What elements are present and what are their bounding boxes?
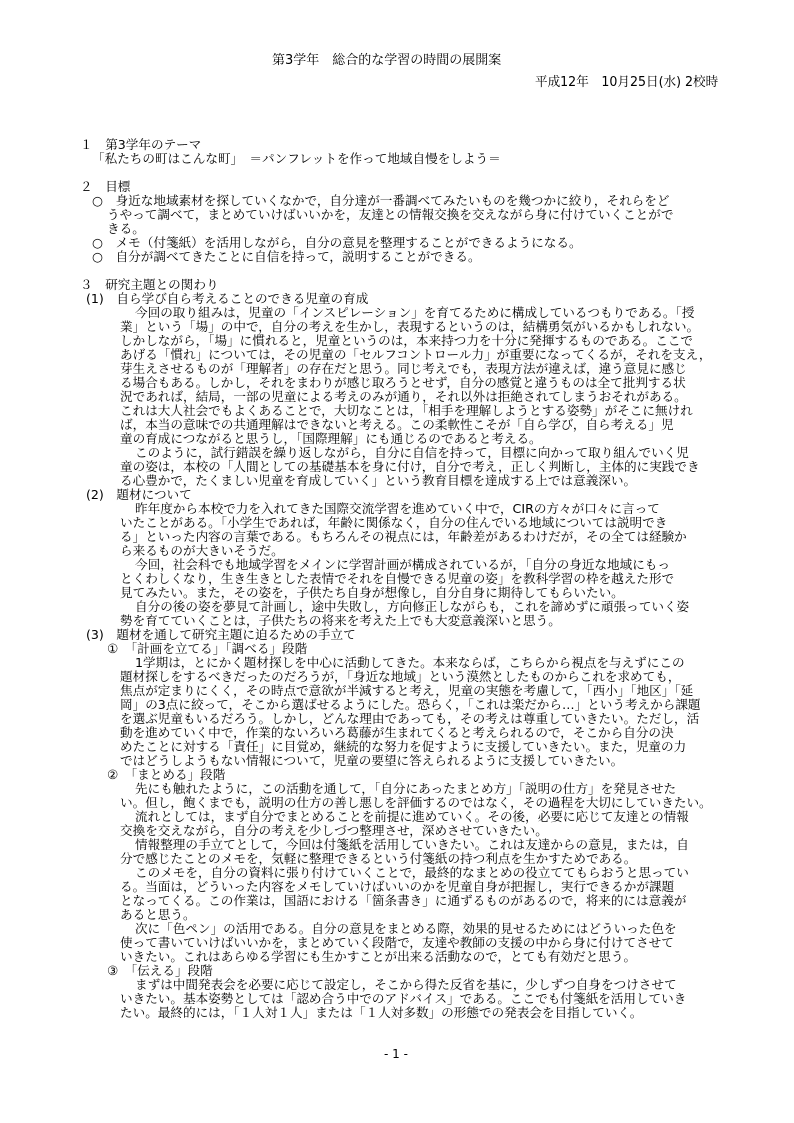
goal-1-line-2: うやって調べて，まとめていけばいいかを，友達との情報交換を交えながら身に付けていくことがで — [107, 207, 674, 222]
paragraph-line: 次に「色ペン」の活用である。自分の意見をまとめる際，効果的見せるためにはどういった色を — [135, 921, 677, 936]
subsection-2-title: (2) 題材について — [86, 487, 192, 502]
paragraph-line: しかしながら，「場」に慣れると，児童というのは，本来持つ力を十分に発揮するものである。ここで — [120, 333, 694, 348]
paragraph-line: いきたい。基本姿勢としては「認め合う中でのアドバイス」である。ここでも付箋紙を活用していき — [120, 991, 687, 1006]
paragraph-line: 見てみたい。また，その姿を，子供たち自身が想像し，自分自身に期待してもらいたい。 — [120, 585, 624, 600]
paragraph-line: 自分の後の姿を夢見て計画し，途中失敗し，方向修正しながらも，これを諦めずに頑張っていく姿 — [135, 599, 690, 614]
section-1-heading: １ 第3学年のテーマ — [80, 137, 202, 152]
goal-1-line-1: ○ 身近な地域素材を探していくなかで，自分達が一番調べてみたいものを幾つかに絞り，それらをど — [92, 193, 670, 208]
paragraph-line: 焦点が定まりにくく，その時点で意欲が半減すると考え，児童の実態を考慮して，「西小」「地区」「延 — [120, 683, 694, 698]
paragraph-line: 使って書いていけばいいかを，まとめていく段階で，友達や教師の支援の中から身に付けてさせて — [120, 935, 674, 950]
paragraph-line: 童の姿は，本校の「人間としての基礎基本を身に付け，自分で考え，正しく判断し，主体的に実践でき — [120, 459, 700, 474]
paragraph-line: いたことがある。「小学生であれば，年齢に関係なく，自分の住んでいる地域については説明でき — [120, 515, 668, 530]
paragraph-line: 今回，社会科でも地域学習をメインに学習計画が構成されているが，「自分の身近な地域にもっ — [135, 557, 670, 572]
document-title: 第3学年 総合的な学習の時間の展開案 — [272, 53, 502, 68]
paragraph-line: る場合もある。しかし，それをまわりが感じ取ろうとせず，自分の感覚と違うものは全て批判する状 — [120, 375, 686, 390]
paragraph-line: まずは中間発表会を必要に応じて設定し，そこから得た反省を基に，少しずつ自身をつけさせて — [135, 977, 677, 992]
paragraph-line: あげる「慣れ」については，その児童の「セルフコントロール力」が重要になってくるが，それを支え， — [120, 347, 712, 362]
paragraph-line: る」といった内容の言葉である。もちろんその視点には，年齢差があるわけだが，その全ては経験か — [120, 529, 687, 544]
paragraph-line: 情報整理の手立てとして，今回は付箋紙を活用していきたい。これは友達からの意見，または，自 — [135, 837, 689, 852]
paragraph-line: 流れとしては，まず自分でまとめることを前提に進めていく。その後，必要に応じて友達との情報 — [135, 809, 689, 824]
paragraph-line: ではどうしようもない情報について，児童の要望に答えられるように支援していきたい。 — [120, 753, 624, 768]
step-1-title: ① 「計画を立てる」「調べる」段階 — [107, 641, 308, 656]
paragraph-line: いきたい。これはあらゆる学習にも生かすことが出来る活動なので，とても有効だと思う。 — [120, 949, 637, 964]
goal-3: ○ 自分が調べてきたことに自信を持って，説明することができる。 — [92, 249, 481, 264]
paragraph-line: 童の育成につながると思うし，「国際理解」にも通じるのであると考える。 — [120, 431, 542, 446]
document-date: 平成12年 10月25日(水) 2校時 — [535, 75, 719, 90]
paragraph-line: い。但し，飽くまでも，説明の仕方の善し悪しを評価するのではなく，その過程を大切にしていきたい。 — [120, 795, 712, 810]
paragraph-line: 勢を育てていくことは，子供たちの将来を考えた上でも大変意義深いと思う。 — [120, 613, 561, 628]
paragraph-line: めたことに対する「責任」に目覚め，継続的な努力を促すように支援していきたい。また，児童の力 — [120, 739, 687, 754]
step-2-title: ② 「まとめる」段階 — [107, 767, 226, 782]
goal-2: ○ メモ（付箋紙）を活用しながら，自分の意見を整理することができるようになる。 — [92, 235, 582, 250]
paragraph-line: ば，本当の意味での共通理解はできないと考える。この柔軟性こそが「自ら学び，自ら考える」児 — [120, 417, 674, 432]
paragraph-line: る。当面は，どういった内容をメモしていけばいいのかを児童自身が把握し，実行できるかが課題 — [120, 879, 675, 894]
paragraph-line: 分で感じたことのメモを，気軽に整理できるという付箋紙の持つ利点を生かすためである。 — [120, 851, 637, 866]
paragraph-line: 1学期は，とにかく題材探しを中心に活動してきた。本来ならば，こちらから視点を与えずにこの — [135, 655, 685, 670]
paragraph-line: 芽生えさせるものが「理解者」の存在だと思う。同じ考えでも，表現方法が違えば，違う意見に感じ — [120, 361, 687, 376]
paragraph-line: とくわしくなり，生き生きとした表情でそれを自慢できる児童の姿」を教科学習の枠を越えた形で — [120, 571, 675, 586]
paragraph-line: 況であれば，結局，一部の児童による考えのみが通り，それ以外は拒絶されてしまうおそれがある。 — [120, 389, 687, 404]
section-3-heading: ３ 研究主題との関わり — [80, 277, 219, 292]
paragraph-line: このように，試行錯誤を繰り返しながら，自分に自信を持って，目標に向かって取り組んでいく児 — [135, 445, 689, 460]
paragraph-line: 動を進めていく中で，作業的ないろいろ葛藤が生まれてくると考えられるので，そこから自分の決 — [120, 725, 674, 740]
paragraph-line: たい。最終的には，「１人対１人」または「１人対多数」の形態での発表会を目指していく。 — [120, 1005, 643, 1020]
step-3-title: ③ 「伝える」段階 — [107, 963, 213, 978]
subsection-3-title: (3) 題材を通して研究主題に迫るための手立て — [86, 627, 356, 642]
paragraph-line: る心豊かで，たくましい児童を育成していく」という教育目標を達成する上では意義深い。 — [120, 473, 637, 488]
paragraph-line: これは大人社会でもよくあることで，大切なことは，「相手を理解しようとする姿勢」がそこに無けれ — [120, 403, 693, 418]
paragraph-line: となってくる。この作業は，国語における「箇条書き」に通ずるものがあるので，将来的には意義が — [120, 893, 687, 908]
paragraph-line: 業」という「場」の中で，自分の考えを生かし，表現するというのは，結構勇気がいるかもしれない。 — [120, 319, 700, 334]
paragraph-line: 題材探しをするべきだったのだろうが，「身近な地域」という漠然としたものからこれを求めても， — [120, 669, 681, 684]
paragraph-line: ら来るものが大きいそうだ。 — [120, 543, 284, 558]
goal-1-line-3: きる。 — [107, 221, 145, 236]
paragraph-line: 今回の取り組みは，児童の「インスピレーション」を育てるために構成しているつもりである。「授 — [135, 305, 695, 320]
paragraph-line: 先にも触れたように，この活動を通して，「自分にあったまとめ方」「説明の仕方」を発見させた — [135, 781, 677, 796]
paragraph-line: 岡」の3点に絞って，そこから選ばせるようにした。恐らく，「これは楽だから…」という考えから課題 — [120, 697, 701, 712]
paragraph-line: このメモを，自分の資料に張り付けていくことで，最終的なまとめの役立ててもらおうと思ってい — [135, 865, 689, 880]
page-number: - 1 - — [384, 1047, 408, 1061]
section-2-heading: ２ 目標 — [80, 179, 131, 194]
theme-text: 「私たちの町はこんな町」 ＝パンフレットを作って地域自慢をしよう＝ — [92, 151, 501, 166]
paragraph-line: 交換を交えながら，自分の考えを少しづつ整理させ，深めさせていきたい。 — [120, 823, 548, 838]
paragraph-line: を選ぶ児童もいるだろう。しかし，どんな理由であっても，その考えは尊重していきたい。ただし，活 — [120, 711, 700, 726]
subsection-1-title: (1) 自ら学び自ら考えることのできる児童の育成 — [86, 291, 369, 306]
paragraph-line: あると思う。 — [120, 907, 196, 922]
paragraph-line: 昨年度から本校で力を入れてきた国際交流学習を進めていく中で，CIRの方々が口々に言って — [135, 501, 660, 516]
